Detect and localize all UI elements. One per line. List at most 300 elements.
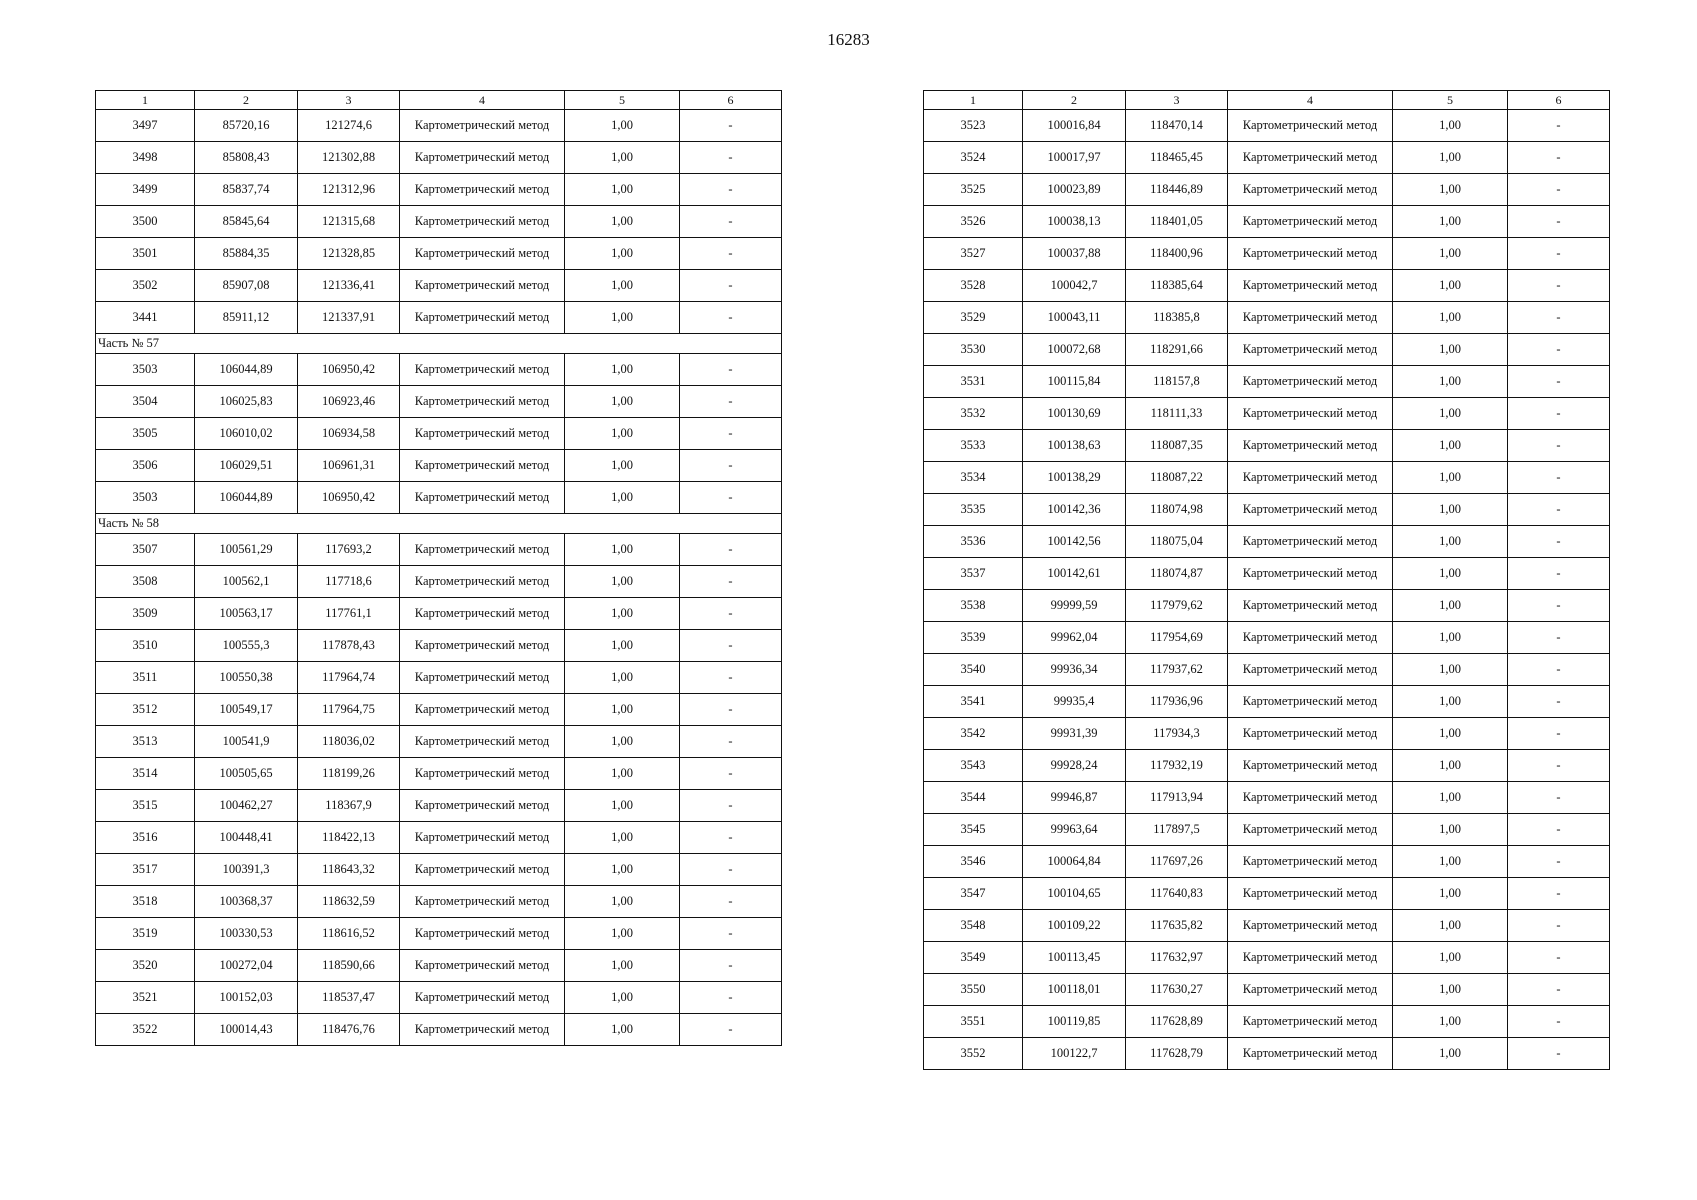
table-header-row <box>96 91 782 110</box>
y-coordinate-cell: 117979,62 <box>1126 590 1228 622</box>
description-cell: - <box>680 482 782 514</box>
y-coordinate-cell: 118385,64 <box>1126 270 1228 302</box>
y-coordinate-cell: 118036,02 <box>298 726 400 758</box>
point-number-cell: 3548 <box>924 910 1023 942</box>
description-cell: - <box>680 566 782 598</box>
y-coordinate-cell: 117632,97 <box>1126 942 1228 974</box>
y-coordinate-cell: 118087,35 <box>1126 430 1228 462</box>
x-coordinate-cell: 99963,64 <box>1023 814 1126 846</box>
accuracy-cell: 1,00 <box>565 386 680 418</box>
point-number-cell: 3551 <box>924 1006 1023 1038</box>
column-header: 6 <box>680 91 782 110</box>
table-row <box>96 386 782 418</box>
y-coordinate-cell: 118385,8 <box>1126 302 1228 334</box>
method-cell: Картометрический метод <box>1228 942 1393 974</box>
accuracy-cell: 1,00 <box>1393 366 1508 398</box>
x-coordinate-cell: 100072,68 <box>1023 334 1126 366</box>
y-coordinate-cell: 117897,5 <box>1126 814 1228 846</box>
x-coordinate-cell: 100152,03 <box>195 982 298 1014</box>
point-number-cell: 3522 <box>96 1014 195 1046</box>
accuracy-cell: 1,00 <box>565 598 680 630</box>
table-row <box>96 854 782 886</box>
method-cell: Картометрический метод <box>1228 494 1393 526</box>
x-coordinate-cell: 100038,13 <box>1023 206 1126 238</box>
accuracy-cell: 1,00 <box>565 790 680 822</box>
y-coordinate-cell: 118643,32 <box>298 854 400 886</box>
description-cell: - <box>1508 590 1610 622</box>
method-cell: Картометрический метод <box>400 354 565 386</box>
y-coordinate-cell: 106950,42 <box>298 354 400 386</box>
point-number-cell: 3536 <box>924 526 1023 558</box>
accuracy-cell: 1,00 <box>565 918 680 950</box>
point-number-cell: 3499 <box>96 174 195 206</box>
description-cell: - <box>1508 1006 1610 1038</box>
page-number: 16283 <box>827 30 870 49</box>
x-coordinate-cell: 100330,53 <box>195 918 298 950</box>
description-cell: - <box>1508 110 1610 142</box>
x-coordinate-cell: 100541,9 <box>195 726 298 758</box>
column-header: 4 <box>1228 91 1393 110</box>
description-cell: - <box>1508 622 1610 654</box>
accuracy-cell: 1,00 <box>565 418 680 450</box>
x-coordinate-cell: 100555,3 <box>195 630 298 662</box>
table-row <box>924 942 1610 974</box>
point-number-cell: 3498 <box>96 142 195 174</box>
accuracy-cell: 1,00 <box>565 886 680 918</box>
table-row <box>924 206 1610 238</box>
point-number-cell: 3506 <box>96 450 195 482</box>
accuracy-cell: 1,00 <box>1393 1006 1508 1038</box>
y-coordinate-cell: 118400,96 <box>1126 238 1228 270</box>
method-cell: Картометрический метод <box>400 566 565 598</box>
point-number-cell: 3497 <box>96 110 195 142</box>
method-cell: Картометрический метод <box>1228 206 1393 238</box>
table-row <box>96 566 782 598</box>
x-coordinate-cell: 100549,17 <box>195 694 298 726</box>
y-coordinate-cell: 118157,8 <box>1126 366 1228 398</box>
accuracy-cell: 1,00 <box>1393 942 1508 974</box>
x-coordinate-cell: 99931,39 <box>1023 718 1126 750</box>
method-cell: Картометрический метод <box>1228 238 1393 270</box>
method-cell: Картометрический метод <box>400 110 565 142</box>
point-number-cell: 3500 <box>96 206 195 238</box>
y-coordinate-cell: 117693,2 <box>298 534 400 566</box>
description-cell: - <box>680 206 782 238</box>
x-coordinate-cell: 85720,16 <box>195 110 298 142</box>
method-cell: Картометрический метод <box>1228 558 1393 590</box>
description-cell: - <box>680 386 782 418</box>
y-coordinate-cell: 117718,6 <box>298 566 400 598</box>
section-heading-row <box>96 514 782 534</box>
description-cell: - <box>680 1014 782 1046</box>
column-header: 5 <box>565 91 680 110</box>
column-header: 6 <box>1508 91 1610 110</box>
point-number-cell: 3509 <box>96 598 195 630</box>
table-row <box>96 482 782 514</box>
point-number-cell: 3546 <box>924 846 1023 878</box>
method-cell: Картометрический метод <box>1228 398 1393 430</box>
accuracy-cell: 1,00 <box>565 450 680 482</box>
x-coordinate-cell: 100119,85 <box>1023 1006 1126 1038</box>
table-row <box>924 1006 1610 1038</box>
table-row <box>96 302 782 334</box>
description-cell: - <box>680 354 782 386</box>
accuracy-cell: 1,00 <box>565 758 680 790</box>
point-number-cell: 3543 <box>924 750 1023 782</box>
table-row <box>96 758 782 790</box>
accuracy-cell: 1,00 <box>1393 398 1508 430</box>
point-number-cell: 3530 <box>924 334 1023 366</box>
point-number-cell: 3505 <box>96 418 195 450</box>
x-coordinate-cell: 100142,56 <box>1023 526 1126 558</box>
x-coordinate-cell: 100130,69 <box>1023 398 1126 430</box>
y-coordinate-cell: 117697,26 <box>1126 846 1228 878</box>
table-row <box>924 302 1610 334</box>
description-cell: - <box>1508 942 1610 974</box>
table-row <box>96 950 782 982</box>
x-coordinate-cell: 99928,24 <box>1023 750 1126 782</box>
y-coordinate-cell: 118199,26 <box>298 758 400 790</box>
table-row <box>924 622 1610 654</box>
accuracy-cell: 1,00 <box>1393 238 1508 270</box>
table-row <box>924 590 1610 622</box>
description-cell: - <box>1508 494 1610 526</box>
x-coordinate-cell: 100014,43 <box>195 1014 298 1046</box>
column-header: 4 <box>400 91 565 110</box>
description-cell: - <box>1508 910 1610 942</box>
x-coordinate-cell: 100023,89 <box>1023 174 1126 206</box>
x-coordinate-cell: 100042,7 <box>1023 270 1126 302</box>
table-row <box>96 270 782 302</box>
description-cell: - <box>1508 334 1610 366</box>
accuracy-cell: 1,00 <box>1393 526 1508 558</box>
table-row <box>96 630 782 662</box>
x-coordinate-cell: 100122,7 <box>1023 1038 1126 1070</box>
x-coordinate-cell: 106044,89 <box>195 354 298 386</box>
y-coordinate-cell: 118401,05 <box>1126 206 1228 238</box>
coordinates-table-left <box>95 90 782 1046</box>
x-coordinate-cell: 100043,11 <box>1023 302 1126 334</box>
x-coordinate-cell: 100462,27 <box>195 790 298 822</box>
accuracy-cell: 1,00 <box>565 950 680 982</box>
x-coordinate-cell: 100448,41 <box>195 822 298 854</box>
section-heading: Часть № 58 <box>96 514 782 534</box>
y-coordinate-cell: 117640,83 <box>1126 878 1228 910</box>
y-coordinate-cell: 117932,19 <box>1126 750 1228 782</box>
point-number-cell: 3441 <box>96 302 195 334</box>
accuracy-cell: 1,00 <box>1393 878 1508 910</box>
accuracy-cell: 1,00 <box>1393 174 1508 206</box>
accuracy-cell: 1,00 <box>565 726 680 758</box>
accuracy-cell: 1,00 <box>1393 494 1508 526</box>
y-coordinate-cell: 118074,98 <box>1126 494 1228 526</box>
point-number-cell: 3545 <box>924 814 1023 846</box>
description-cell: - <box>1508 206 1610 238</box>
point-number-cell: 3549 <box>924 942 1023 974</box>
y-coordinate-cell: 118074,87 <box>1126 558 1228 590</box>
point-number-cell: 3527 <box>924 238 1023 270</box>
point-number-cell: 3542 <box>924 718 1023 750</box>
accuracy-cell: 1,00 <box>565 238 680 270</box>
description-cell: - <box>1508 462 1610 494</box>
accuracy-cell: 1,00 <box>1393 270 1508 302</box>
method-cell: Картометрический метод <box>400 822 565 854</box>
method-cell: Картометрический метод <box>400 418 565 450</box>
point-number-cell: 3511 <box>96 662 195 694</box>
x-coordinate-cell: 100505,65 <box>195 758 298 790</box>
y-coordinate-cell: 121337,91 <box>298 302 400 334</box>
x-coordinate-cell: 106010,02 <box>195 418 298 450</box>
description-cell: - <box>1508 846 1610 878</box>
method-cell: Картометрический метод <box>1228 750 1393 782</box>
description-cell: - <box>1508 238 1610 270</box>
table-row <box>924 782 1610 814</box>
table-row <box>96 918 782 950</box>
accuracy-cell: 1,00 <box>565 354 680 386</box>
x-coordinate-cell: 100561,29 <box>195 534 298 566</box>
accuracy-cell: 1,00 <box>565 482 680 514</box>
method-cell: Картометрический метод <box>400 726 565 758</box>
y-coordinate-cell: 118367,9 <box>298 790 400 822</box>
description-cell: - <box>680 726 782 758</box>
method-cell: Картометрический метод <box>1228 110 1393 142</box>
description-cell: - <box>1508 558 1610 590</box>
method-cell: Картометрический метод <box>1228 174 1393 206</box>
y-coordinate-cell: 118111,33 <box>1126 398 1228 430</box>
x-coordinate-cell: 100109,22 <box>1023 910 1126 942</box>
description-cell: - <box>1508 718 1610 750</box>
description-cell: - <box>680 982 782 1014</box>
y-coordinate-cell: 117635,82 <box>1126 910 1228 942</box>
x-coordinate-cell: 99946,87 <box>1023 782 1126 814</box>
x-coordinate-cell: 100138,63 <box>1023 430 1126 462</box>
method-cell: Картометрический метод <box>400 918 565 950</box>
x-coordinate-cell: 100017,97 <box>1023 142 1126 174</box>
method-cell: Картометрический метод <box>400 302 565 334</box>
table-row <box>96 174 782 206</box>
accuracy-cell: 1,00 <box>565 110 680 142</box>
point-number-cell: 3538 <box>924 590 1023 622</box>
method-cell: Картометрический метод <box>1228 462 1393 494</box>
description-cell: - <box>1508 750 1610 782</box>
y-coordinate-cell: 106950,42 <box>298 482 400 514</box>
x-coordinate-cell: 100563,17 <box>195 598 298 630</box>
x-coordinate-cell: 100550,38 <box>195 662 298 694</box>
table-row <box>96 142 782 174</box>
accuracy-cell: 1,00 <box>1393 462 1508 494</box>
table-row <box>924 718 1610 750</box>
y-coordinate-cell: 118291,66 <box>1126 334 1228 366</box>
accuracy-cell: 1,00 <box>1393 814 1508 846</box>
method-cell: Картометрический метод <box>400 886 565 918</box>
accuracy-cell: 1,00 <box>565 982 680 1014</box>
point-number-cell: 3516 <box>96 822 195 854</box>
description-cell: - <box>1508 174 1610 206</box>
x-coordinate-cell: 99935,4 <box>1023 686 1126 718</box>
column-header: 3 <box>298 91 400 110</box>
description-cell: - <box>1508 366 1610 398</box>
y-coordinate-cell: 118075,04 <box>1126 526 1228 558</box>
method-cell: Картометрический метод <box>1228 974 1393 1006</box>
accuracy-cell: 1,00 <box>1393 974 1508 1006</box>
accuracy-cell: 1,00 <box>1393 558 1508 590</box>
x-coordinate-cell: 106025,83 <box>195 386 298 418</box>
accuracy-cell: 1,00 <box>565 174 680 206</box>
y-coordinate-cell: 117630,27 <box>1126 974 1228 1006</box>
table-row <box>924 686 1610 718</box>
method-cell: Картометрический метод <box>400 950 565 982</box>
point-number-cell: 3501 <box>96 238 195 270</box>
point-number-cell: 3514 <box>96 758 195 790</box>
y-coordinate-cell: 118590,66 <box>298 950 400 982</box>
point-number-cell: 3507 <box>96 534 195 566</box>
y-coordinate-cell: 118470,14 <box>1126 110 1228 142</box>
description-cell: - <box>1508 782 1610 814</box>
accuracy-cell: 1,00 <box>565 302 680 334</box>
x-coordinate-cell: 106044,89 <box>195 482 298 514</box>
method-cell: Картометрический метод <box>1228 302 1393 334</box>
table-row <box>924 430 1610 462</box>
y-coordinate-cell: 106961,31 <box>298 450 400 482</box>
point-number-cell: 3513 <box>96 726 195 758</box>
y-coordinate-cell: 118537,47 <box>298 982 400 1014</box>
description-cell: - <box>680 110 782 142</box>
method-cell: Картометрический метод <box>1228 782 1393 814</box>
description-cell: - <box>680 302 782 334</box>
method-cell: Картометрический метод <box>400 482 565 514</box>
method-cell: Картометрический метод <box>1228 718 1393 750</box>
accuracy-cell: 1,00 <box>1393 302 1508 334</box>
table-row <box>924 878 1610 910</box>
y-coordinate-cell: 118616,52 <box>298 918 400 950</box>
accuracy-cell: 1,00 <box>1393 686 1508 718</box>
description-cell: - <box>1508 398 1610 430</box>
point-number-cell: 3540 <box>924 654 1023 686</box>
table-row <box>924 462 1610 494</box>
table-row <box>96 418 782 450</box>
point-number-cell: 3508 <box>96 566 195 598</box>
description-cell: - <box>1508 814 1610 846</box>
point-number-cell: 3525 <box>924 174 1023 206</box>
y-coordinate-cell: 117964,74 <box>298 662 400 694</box>
point-number-cell: 3502 <box>96 270 195 302</box>
method-cell: Картометрический метод <box>1228 366 1393 398</box>
accuracy-cell: 1,00 <box>565 662 680 694</box>
description-cell: - <box>680 142 782 174</box>
table-row <box>96 982 782 1014</box>
table-row <box>924 654 1610 686</box>
accuracy-cell: 1,00 <box>1393 750 1508 782</box>
x-coordinate-cell: 85907,08 <box>195 270 298 302</box>
method-cell: Картометрический метод <box>1228 142 1393 174</box>
accuracy-cell: 1,00 <box>565 1014 680 1046</box>
method-cell: Картометрический метод <box>400 694 565 726</box>
y-coordinate-cell: 118476,76 <box>298 1014 400 1046</box>
method-cell: Картометрический метод <box>400 630 565 662</box>
point-number-cell: 3547 <box>924 878 1023 910</box>
table-row <box>96 450 782 482</box>
y-coordinate-cell: 121274,6 <box>298 110 400 142</box>
method-cell: Картометрический метод <box>1228 590 1393 622</box>
x-coordinate-cell: 85884,35 <box>195 238 298 270</box>
method-cell: Картометрический метод <box>400 662 565 694</box>
x-coordinate-cell: 100115,84 <box>1023 366 1126 398</box>
method-cell: Картометрический метод <box>1228 622 1393 654</box>
point-number-cell: 3529 <box>924 302 1023 334</box>
y-coordinate-cell: 118632,59 <box>298 886 400 918</box>
x-coordinate-cell: 85845,64 <box>195 206 298 238</box>
table-row <box>96 206 782 238</box>
y-coordinate-cell: 117878,43 <box>298 630 400 662</box>
accuracy-cell: 1,00 <box>1393 846 1508 878</box>
y-coordinate-cell: 121302,88 <box>298 142 400 174</box>
table-row <box>924 142 1610 174</box>
description-cell: - <box>1508 686 1610 718</box>
x-coordinate-cell: 100272,04 <box>195 950 298 982</box>
method-cell: Картометрический метод <box>1228 910 1393 942</box>
point-number-cell: 3528 <box>924 270 1023 302</box>
accuracy-cell: 1,00 <box>1393 1038 1508 1070</box>
point-number-cell: 3532 <box>924 398 1023 430</box>
table-row <box>924 270 1610 302</box>
x-coordinate-cell: 100016,84 <box>1023 110 1126 142</box>
table-row <box>96 238 782 270</box>
point-number-cell: 3526 <box>924 206 1023 238</box>
table-row <box>96 662 782 694</box>
point-number-cell: 3515 <box>96 790 195 822</box>
table-row <box>924 814 1610 846</box>
accuracy-cell: 1,00 <box>1393 718 1508 750</box>
y-coordinate-cell: 121315,68 <box>298 206 400 238</box>
point-number-cell: 3510 <box>96 630 195 662</box>
description-cell: - <box>1508 302 1610 334</box>
table-row <box>96 790 782 822</box>
method-cell: Картометрический метод <box>400 854 565 886</box>
x-coordinate-cell: 100391,3 <box>195 854 298 886</box>
y-coordinate-cell: 121328,85 <box>298 238 400 270</box>
method-cell: Картометрический метод <box>1228 814 1393 846</box>
y-coordinate-cell: 106923,46 <box>298 386 400 418</box>
table-row <box>924 398 1610 430</box>
method-cell: Картометрический метод <box>400 758 565 790</box>
description-cell: - <box>680 854 782 886</box>
x-coordinate-cell: 100562,1 <box>195 566 298 598</box>
table-row <box>96 822 782 854</box>
description-cell: - <box>680 758 782 790</box>
point-number-cell: 3523 <box>924 110 1023 142</box>
description-cell: - <box>1508 270 1610 302</box>
x-coordinate-cell: 100142,61 <box>1023 558 1126 590</box>
description-cell: - <box>1508 430 1610 462</box>
accuracy-cell: 1,00 <box>565 206 680 238</box>
description-cell: - <box>1508 654 1610 686</box>
description-cell: - <box>680 790 782 822</box>
y-coordinate-cell: 117937,62 <box>1126 654 1228 686</box>
table-row <box>924 366 1610 398</box>
column-header: 2 <box>1023 91 1126 110</box>
point-number-cell: 3535 <box>924 494 1023 526</box>
y-coordinate-cell: 121312,96 <box>298 174 400 206</box>
description-cell: - <box>680 598 782 630</box>
table-row <box>924 494 1610 526</box>
table-row <box>96 694 782 726</box>
table-row <box>924 334 1610 366</box>
accuracy-cell: 1,00 <box>1393 590 1508 622</box>
point-number-cell: 3541 <box>924 686 1023 718</box>
y-coordinate-cell: 117628,89 <box>1126 1006 1228 1038</box>
y-coordinate-cell: 117761,1 <box>298 598 400 630</box>
accuracy-cell: 1,00 <box>1393 142 1508 174</box>
